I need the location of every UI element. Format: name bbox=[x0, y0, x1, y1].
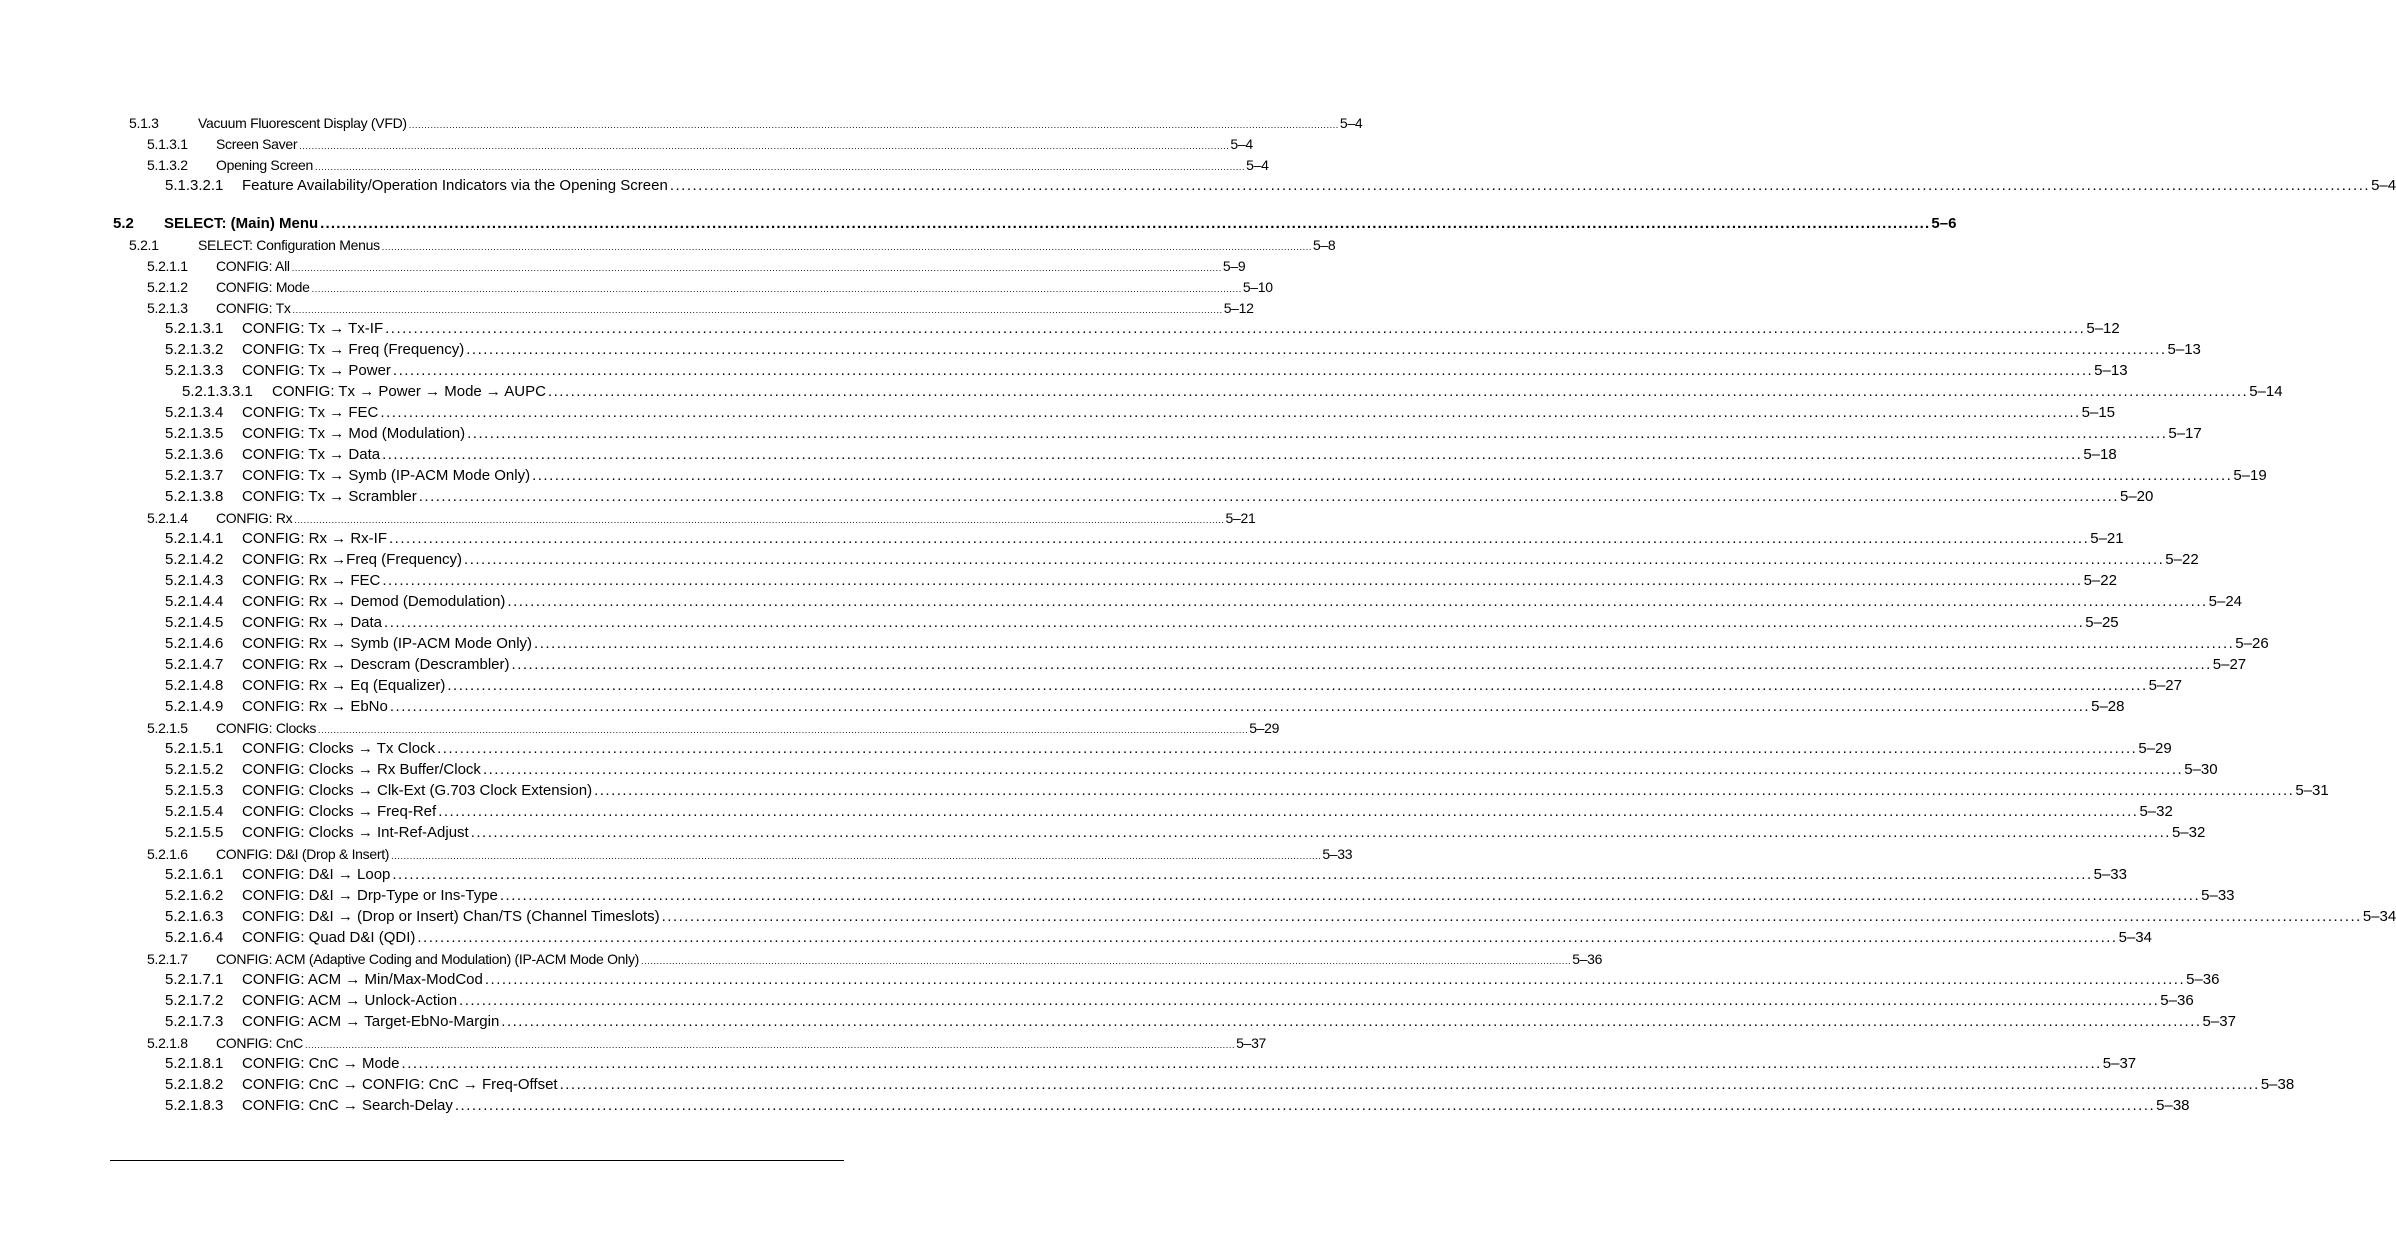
toc-dot-leader: ............................................................................................................................................................................................................................................................................................................ bbox=[464, 551, 2165, 568]
toc-entry-number: 5.2.1.3.6 bbox=[165, 446, 224, 463]
toc-entry-title: SELECT: Configuration Menus bbox=[198, 237, 380, 253]
toc-dot-leader: ............................................................................................................................................................................................................................................................................................................ bbox=[669, 177, 2371, 194]
toc-entry-title: CONFIG: Clocks → Clk-Ext (G.703 Clock Extension) bbox=[242, 782, 593, 799]
toc-entry-page: 5–30 bbox=[2184, 761, 2218, 778]
toc-entry-title: CONFIG: CnC → Mode bbox=[242, 1055, 400, 1072]
footer-rule bbox=[110, 1160, 844, 1161]
toc-entry-title: CONFIG: ACM → Min/Max-ModCod bbox=[242, 971, 483, 988]
toc-entry[interactable] bbox=[165, 613, 2119, 633]
toc-entry-title: CONFIG: Rx → Rx-IF bbox=[242, 530, 387, 547]
toc-entry-number: 5.2.1.3.5 bbox=[165, 425, 224, 442]
toc-entry[interactable] bbox=[147, 134, 1253, 154]
toc-dot-leader: ............................................................................................................................................................................................................................................................................................................ bbox=[532, 467, 2233, 484]
toc-entry-page: 5–25 bbox=[2085, 614, 2119, 631]
toc-entry[interactable] bbox=[165, 928, 2152, 948]
toc-entry-page: 5–31 bbox=[2295, 782, 2329, 799]
toc-entry-number: 5.2.1.4.7 bbox=[165, 656, 224, 673]
toc-entry-page: 5–26 bbox=[2235, 635, 2269, 652]
toc-entry-page: 5–12 bbox=[2086, 320, 2120, 337]
toc-entry-page: 5–33 bbox=[1322, 846, 1353, 862]
toc-entry-number: 5.2.1.7.3 bbox=[165, 1013, 224, 1030]
toc-entry[interactable] bbox=[165, 1012, 2236, 1032]
toc-entry-title: CONFIG: Tx → Data bbox=[242, 446, 381, 463]
toc-entry-page: 5–13 bbox=[2094, 362, 2128, 379]
toc-entry-number: 5.2.1.5.1 bbox=[165, 740, 224, 757]
toc-entry-page: 5–36 bbox=[1572, 951, 1603, 967]
toc-dot-leader: ............................................................................................................................................................................................................................................................................................................ bbox=[401, 1055, 2102, 1072]
toc-entry-title: Screen Saver bbox=[216, 136, 298, 152]
toc-entry-number: 5.2.1.5.2 bbox=[165, 761, 224, 778]
toc-entry-number: 5.2.1.6.3 bbox=[165, 908, 224, 925]
toc-entry[interactable] bbox=[165, 970, 2220, 990]
toc-entry-title: CONFIG: All bbox=[216, 258, 290, 274]
toc-entry[interactable] bbox=[165, 340, 2201, 360]
toc-entry-page: 5–28 bbox=[2091, 698, 2125, 715]
toc-entry-page: 5–12 bbox=[1223, 300, 1254, 316]
toc-entry-title: CONFIG: Rx → EbNo bbox=[242, 698, 388, 715]
toc-entry-number: 5.2.1.4.2 bbox=[165, 551, 224, 568]
toc-entry-number: 5.2.1.4.3 bbox=[165, 572, 224, 589]
toc-entry[interactable] bbox=[165, 466, 2267, 486]
toc-entry-number: 5.2.1.5.5 bbox=[165, 824, 224, 841]
toc-dot-leader: ............................................................................................................................................................................................................................................................................................................ bbox=[380, 404, 2081, 421]
toc-entry-title: CONFIG: Mode bbox=[216, 279, 310, 295]
toc-entry[interactable] bbox=[165, 529, 2124, 549]
toc-entry-page: 5–32 bbox=[2171, 824, 2206, 841]
toc-entry[interactable] bbox=[165, 487, 2154, 507]
toc-entry-page: 5–36 bbox=[2160, 992, 2194, 1009]
toc-entry-number: 5.2.1.8.2 bbox=[165, 1076, 224, 1093]
toc-entry-title: CONFIG: Rx → Descram (Descrambler) bbox=[242, 656, 510, 673]
toc-entry-number: 5.2.1.7.1 bbox=[165, 971, 224, 988]
toc-entry-number: 5.2.1.3.7 bbox=[165, 467, 224, 484]
toc-entry[interactable] bbox=[165, 886, 2235, 906]
toc-entry[interactable] bbox=[129, 235, 1336, 255]
toc-entry-number: 5.2.1.8.1 bbox=[165, 1055, 224, 1072]
toc-entry-page: 5–33 bbox=[2093, 866, 2127, 883]
toc-dot-leader: ............................................................................................................................................................................................................................................................................................................ bbox=[382, 572, 2083, 589]
toc-entry-page: 5–19 bbox=[2233, 467, 2267, 484]
toc-entry-title: CONFIG: Tx bbox=[216, 300, 291, 316]
toc-entry-page: 5–29 bbox=[2138, 740, 2172, 757]
toc-entry-title: CONFIG: Tx → Freq (Frequency) bbox=[242, 341, 465, 358]
toc-entry-page: 5–34 bbox=[2118, 929, 2152, 946]
toc-entry-number: 5.2.1.4 bbox=[147, 510, 188, 526]
toc-entry-title: CONFIG: Tx → Mod (Modulation) bbox=[242, 425, 466, 442]
toc-dot-leader: ............................................................................................................................................................................................................................................................................................................ bbox=[291, 263, 1222, 273]
toc-entry[interactable] bbox=[147, 949, 1603, 969]
toc-entry-number: 5.2.1.4.5 bbox=[165, 614, 224, 631]
toc-entry-title: CONFIG: Rx → Data bbox=[242, 614, 383, 631]
toc-entry-title: CONFIG: CnC bbox=[216, 1035, 303, 1051]
toc-entry-page: 5–9 bbox=[1222, 258, 1246, 274]
toc-dot-leader: ............................................................................................................................................................................................................................................................................................................ bbox=[467, 425, 2168, 442]
toc-entry-title: CONFIG: ACM (Adaptive Coding and Modulation) (IP-ACM Mode Only) bbox=[216, 951, 640, 967]
toc-dot-leader: ............................................................................................................................................................................................................................................................................................................ bbox=[389, 530, 2090, 547]
toc-entry-title: CONFIG: CnC → Search-Delay bbox=[242, 1097, 453, 1114]
toc-entry-number: 5.2.1.7 bbox=[147, 951, 188, 967]
toc-entry[interactable] bbox=[165, 634, 2269, 654]
toc-entry-number: 5.2.1.5.4 bbox=[165, 803, 224, 820]
toc-entry-number: 5.2.1.3.4 bbox=[165, 404, 224, 421]
toc-entry-number: 5.2.1.3.3.1 bbox=[182, 383, 253, 400]
toc-dot-leader: ............................................................................................................................................................................................................................................................................................................ bbox=[641, 956, 1572, 966]
toc-entry-number: 5.2.1.3.1 bbox=[165, 320, 224, 337]
toc-entry-title: CONFIG: D&I (Drop & Insert) bbox=[216, 846, 390, 862]
toc-dot-leader: ............................................................................................................................................................................................................................................................................................................ bbox=[320, 215, 1931, 232]
toc-entry-title: SELECT: (Main) Menu bbox=[164, 215, 319, 232]
toc-entry-page: 5–29 bbox=[1249, 720, 1280, 736]
toc-entry[interactable] bbox=[165, 655, 2247, 675]
toc-entry-page: 5–38 bbox=[2156, 1097, 2190, 1114]
toc-dot-leader: ............................................................................................................................................................................................................................................................................................................ bbox=[384, 614, 2085, 631]
toc-entry[interactable] bbox=[165, 991, 2194, 1011]
toc-entry-number: 5.2.1.5.3 bbox=[165, 782, 224, 799]
toc-entry-number: 5.2.1.1 bbox=[147, 258, 188, 274]
toc-entry-title: CONFIG: Tx → FEC bbox=[242, 404, 379, 421]
toc-entry-number: 5.2.1.4.6 bbox=[165, 635, 224, 652]
toc-dot-leader: ............................................................................................................................................................................................................................................................................................................ bbox=[314, 162, 1246, 172]
toc-dot-leader: ............................................................................................................................................................................................................................................................................................................ bbox=[559, 1076, 2260, 1093]
toc-entry[interactable] bbox=[165, 445, 2117, 465]
toc-entry-page: 5–34 bbox=[2362, 908, 2396, 925]
toc-entry-number: 5.1.3.1 bbox=[147, 136, 188, 152]
toc-entry[interactable] bbox=[165, 1054, 2137, 1074]
toc-entry-title: CONFIG: Quad D&I (QDI) bbox=[242, 929, 416, 946]
toc-dot-leader: ............................................................................................................................................................................................................................................................................................................ bbox=[454, 1097, 2156, 1114]
toc-dot-leader: ............................................................................................................................................................................................................................................................................................................ bbox=[408, 120, 1339, 130]
toc-entry-title: CONFIG: CnC → CONFIG: CnC → Freq-Offset bbox=[242, 1076, 558, 1093]
toc-entry-title: CONFIG: Tx → Scrambler bbox=[242, 488, 417, 505]
toc-dot-leader: ............................................................................................................................................................................................................................................................................................................ bbox=[511, 656, 2212, 673]
toc-dot-leader: ............................................................................................................................................................................................................................................................................................................ bbox=[391, 851, 1322, 861]
toc-dot-leader: ............................................................................................................................................................................................................................................................................................................ bbox=[417, 929, 2118, 946]
toc-entry-title: CONFIG: ACM → Unlock-Action bbox=[242, 992, 458, 1009]
toc-entry-number: 5.2.1.3.3 bbox=[165, 362, 224, 379]
toc-entry-title: CONFIG: Rx → Demod (Demodulation) bbox=[242, 593, 506, 610]
toc-entry-number: 5.2.1.3 bbox=[147, 300, 188, 316]
toc-entry-page: 5–37 bbox=[2102, 1055, 2137, 1072]
toc-entry-page: 5–21 bbox=[2090, 530, 2124, 547]
toc-entry-number: 5.1.3.2.1 bbox=[165, 177, 224, 194]
toc-entry[interactable] bbox=[165, 319, 2120, 339]
toc-entry-page: 5–37 bbox=[1236, 1035, 1267, 1051]
toc-dot-leader: ............................................................................................................................................................................................................................................................................................................ bbox=[389, 698, 2091, 715]
toc-entry-number: 5.2.1.7.2 bbox=[165, 992, 224, 1009]
toc-entry-page: 5–10 bbox=[1242, 279, 1273, 295]
toc-entry-page: 5–14 bbox=[2249, 383, 2283, 400]
toc-entry-page: 5–24 bbox=[2208, 593, 2243, 610]
toc-entry[interactable] bbox=[165, 802, 2173, 822]
toc-entry[interactable] bbox=[147, 298, 1254, 318]
toc-entry[interactable] bbox=[165, 592, 2243, 612]
toc-dot-leader: ............................................................................................................................................................................................................................................................................................................ bbox=[437, 740, 2138, 757]
toc-entry-page: 5–36 bbox=[2186, 971, 2220, 988]
toc-entry-page: 5–6 bbox=[1931, 215, 1957, 232]
toc-entry[interactable] bbox=[147, 277, 1273, 297]
toc-entry[interactable] bbox=[165, 781, 2329, 801]
toc-dot-leader: ............................................................................................................................................................................................................................................................................................................ bbox=[381, 242, 1312, 252]
toc-entry-title: Opening Screen bbox=[216, 157, 313, 173]
toc-entry[interactable] bbox=[165, 865, 2127, 885]
toc-entry-title: CONFIG: Rx → Symb (IP-ACM Mode Only) bbox=[242, 635, 533, 652]
toc-entry-title: CONFIG: Clocks → Freq-Ref bbox=[242, 803, 437, 820]
toc-entry-page: 5–22 bbox=[2083, 572, 2117, 589]
toc-dot-leader: ............................................................................................................................................................................................................................................................................................................ bbox=[507, 593, 2208, 610]
toc-entry[interactable] bbox=[165, 176, 2396, 196]
toc-entry-page: 5–20 bbox=[2120, 488, 2154, 505]
toc-entry[interactable] bbox=[165, 823, 2206, 843]
toc-dot-leader: ............................................................................................................................................................................................................................................................................................................ bbox=[501, 1013, 2202, 1030]
toc-dot-leader: ............................................................................................................................................................................................................................................................................................................ bbox=[466, 341, 2167, 358]
toc-entry-number: 5.1.3.2 bbox=[147, 157, 188, 173]
toc-entry-title: CONFIG: Clocks → Tx Clock bbox=[242, 740, 436, 757]
toc-entry[interactable] bbox=[165, 907, 2396, 927]
toc-dot-leader: ............................................................................................................................................................................................................................................................................................................ bbox=[299, 141, 1230, 151]
toc-entry-number: 5.2.1.8.3 bbox=[165, 1097, 224, 1114]
toc-entry[interactable] bbox=[165, 403, 2116, 423]
toc-dot-leader: ............................................................................................................................................................................................................................................................................................................ bbox=[459, 992, 2160, 1009]
toc-entry-title: Vacuum Fluorescent Display (VFD) bbox=[198, 115, 407, 131]
toc-entry[interactable] bbox=[147, 1033, 1267, 1053]
toc-entry-number: 5.2.1 bbox=[129, 237, 159, 253]
toc-entry-number: 5.2 bbox=[113, 215, 134, 232]
toc-entry-number: 5.2.1.5 bbox=[147, 720, 188, 736]
toc-entry-page: 5–4 bbox=[1339, 115, 1363, 131]
toc-dot-leader: ............................................................................................................................................................................................................................................................................................................ bbox=[292, 305, 1223, 315]
toc-entry-title: CONFIG: Tx → Symb (IP-ACM Mode Only) bbox=[242, 467, 531, 484]
toc-dot-leader: ............................................................................................................................................................................................................................................................................................................ bbox=[482, 761, 2184, 778]
toc-entry-title: CONFIG: D&I → Drp-Type or Ins-Type bbox=[242, 887, 498, 904]
toc-entry-page: 5–4 bbox=[1246, 157, 1269, 173]
toc-entry-page: 5–33 bbox=[2201, 887, 2235, 904]
toc-entry-title: CONFIG: Clocks → Int-Ref-Adjust bbox=[242, 824, 469, 841]
toc-entry[interactable] bbox=[165, 739, 2172, 759]
toc-entry[interactable] bbox=[147, 155, 1269, 175]
toc-entry-title: CONFIG: D&I → (Drop or Insert) Chan/TS (Channel Timeslots) bbox=[242, 908, 660, 925]
toc-dot-leader: ............................................................................................................................................................................................................................................................................................................ bbox=[294, 515, 1225, 525]
toc-entry-title: CONFIG: ACM → Target-EbNo-Margin bbox=[242, 1013, 500, 1030]
toc-entry-page: 5–27 bbox=[2212, 656, 2247, 673]
toc-entry-page: 5–8 bbox=[1312, 237, 1336, 253]
toc-entry-page: 5–37 bbox=[2202, 1013, 2236, 1030]
toc-entry-title: CONFIG: Tx → Tx-IF bbox=[242, 320, 384, 337]
toc-dot-leader: ............................................................................................................................................................................................................................................................................................................ bbox=[311, 284, 1242, 294]
toc-entry-number: 5.1.3 bbox=[129, 115, 159, 131]
toc-entry[interactable] bbox=[165, 361, 2128, 381]
toc-dot-leader: ............................................................................................................................................................................................................................................................................................................ bbox=[304, 1040, 1236, 1050]
toc-entry-title: CONFIG: Rx → Eq (Equalizer) bbox=[242, 677, 446, 694]
toc-dot-leader: ............................................................................................................................................................................................................................................................................................................ bbox=[318, 725, 1249, 735]
toc-entry[interactable] bbox=[147, 508, 1256, 528]
toc-entry-number: 5.2.1.6 bbox=[147, 846, 188, 862]
toc-entry-number: 5.2.1.4.4 bbox=[165, 593, 224, 610]
toc-dot-leader: ............................................................................................................................................................................................................................................................................................................ bbox=[499, 887, 2201, 904]
toc-dot-leader: ............................................................................................................................................................................................................................................................................................................ bbox=[385, 320, 2086, 337]
toc-entry-title: CONFIG: Rx → FEC bbox=[242, 572, 381, 589]
toc-entry[interactable] bbox=[129, 113, 1363, 133]
toc-entry-title: CONFIG: Clocks → Rx Buffer/Clock bbox=[242, 761, 481, 778]
toc-entry-page: 5–18 bbox=[2083, 446, 2117, 463]
toc-dot-leader: ............................................................................................................................................................................................................................................................................................................ bbox=[547, 383, 2249, 400]
toc-dot-leader: ............................................................................................................................................................................................................................................................................................................ bbox=[661, 908, 2362, 925]
toc-entry[interactable] bbox=[165, 1075, 2295, 1095]
toc-dot-leader: ............................................................................................................................................................................................................................................................................................................ bbox=[392, 866, 2093, 883]
toc-entry-page: 5–4 bbox=[2371, 177, 2396, 194]
toc-entry[interactable] bbox=[147, 844, 1353, 864]
toc-entry-number: 5.2.1.6.4 bbox=[165, 929, 224, 946]
toc-entry[interactable] bbox=[165, 760, 2218, 780]
toc-entry-title: Feature Availability/Operation Indicators via the Opening Screen bbox=[242, 177, 668, 194]
toc-entry-number: 5.2.1.4.8 bbox=[165, 677, 224, 694]
toc-entry[interactable] bbox=[165, 697, 2125, 717]
toc-dot-leader: ............................................................................................................................................................................................................................................................................................................ bbox=[382, 446, 2083, 463]
toc-entry-number: 5.2.1.4.9 bbox=[165, 698, 224, 715]
toc-entry-title: CONFIG: Rx →Freq (Frequency) bbox=[242, 551, 463, 568]
toc-dot-leader: ............................................................................................................................................................................................................................................................................................................ bbox=[392, 362, 2094, 379]
toc-entry-page: 5–4 bbox=[1230, 136, 1253, 152]
toc-dot-leader: ............................................................................................................................................................................................................................................................................................................ bbox=[447, 677, 2148, 694]
toc-entry-page: 5–22 bbox=[2165, 551, 2199, 568]
toc-dot-leader: ............................................................................................................................................................................................................................................................................................................ bbox=[484, 971, 2186, 988]
toc-entry[interactable] bbox=[147, 256, 1246, 276]
toc-entry-page: 5–13 bbox=[2167, 341, 2201, 358]
toc-entry[interactable] bbox=[165, 424, 2202, 444]
toc-entry-title: CONFIG: Rx bbox=[216, 510, 293, 526]
toc-entry-number: 5.2.1.3.2 bbox=[165, 341, 224, 358]
toc-entry-number: 5.2.1.3.8 bbox=[165, 488, 224, 505]
toc-entry-title: CONFIG: Tx → Power → Mode → AUPC bbox=[272, 383, 546, 400]
toc-dot-leader: ............................................................................................................................................................................................................................................................................................................ bbox=[534, 635, 2235, 652]
toc-entry-number: 5.2.1.8 bbox=[147, 1035, 188, 1051]
toc-entry[interactable] bbox=[182, 382, 2283, 402]
toc-entry-number: 5.2.1.6.2 bbox=[165, 887, 224, 904]
toc-entry-page: 5–38 bbox=[2260, 1076, 2295, 1093]
toc-dot-leader: ............................................................................................................................................................................................................................................................................................................ bbox=[438, 803, 2139, 820]
toc-entry-number: 5.2.1.2 bbox=[147, 279, 188, 295]
toc-dot-leader: ............................................................................................................................................................................................................................................................................................................ bbox=[470, 824, 2171, 841]
toc-entry-page: 5–21 bbox=[1225, 510, 1256, 526]
toc-entry-title: CONFIG: D&I → Loop bbox=[242, 866, 391, 883]
toc-entry-page: 5–15 bbox=[2081, 404, 2116, 421]
toc-entry-title: CONFIG: Tx → Power bbox=[242, 362, 391, 379]
toc-entry[interactable] bbox=[165, 571, 2117, 591]
toc-entry-number: 5.2.1.6.1 bbox=[165, 866, 224, 883]
toc-dot-leader: ............................................................................................................................................................................................................................................................................................................ bbox=[594, 782, 2295, 799]
toc-entry[interactable] bbox=[165, 1096, 2190, 1116]
toc-entry[interactable] bbox=[165, 676, 2182, 696]
toc-entry[interactable] bbox=[165, 550, 2199, 570]
toc-entry-page: 5–32 bbox=[2139, 803, 2173, 820]
toc-entry-number: 5.2.1.4.1 bbox=[165, 530, 224, 547]
toc-dot-leader: ............................................................................................................................................................................................................................................................................................................ bbox=[418, 488, 2119, 505]
toc-entry-page: 5–17 bbox=[2168, 425, 2202, 442]
toc-entry-page: 5–27 bbox=[2148, 677, 2182, 694]
toc-entry-title: CONFIG: Clocks bbox=[216, 720, 317, 736]
toc-entry[interactable] bbox=[147, 718, 1280, 738]
toc-entry[interactable] bbox=[113, 214, 1957, 234]
